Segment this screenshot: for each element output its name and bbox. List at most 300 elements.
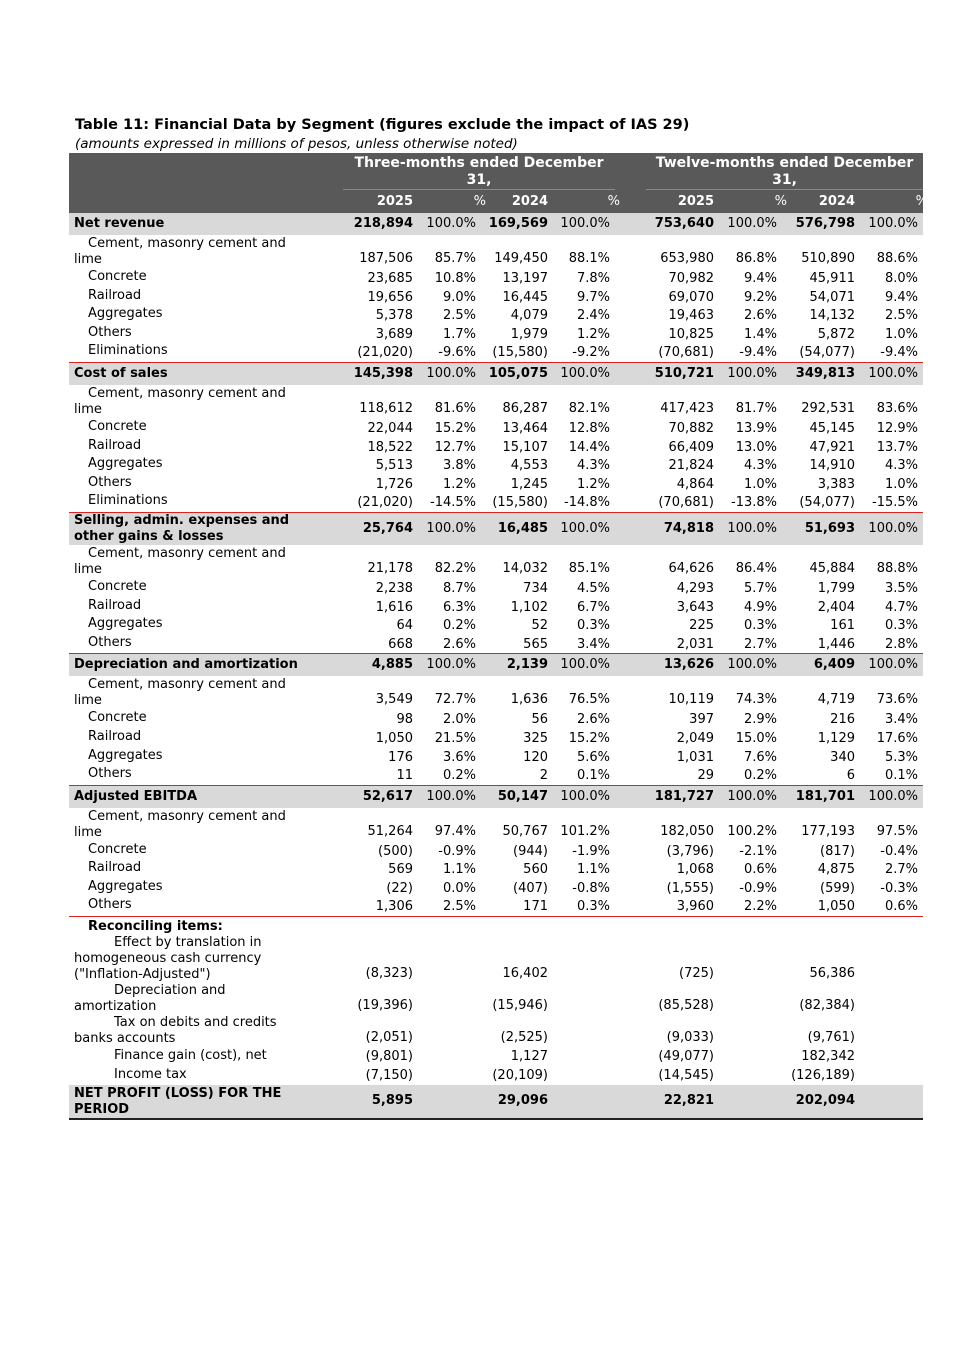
table-row [69, 897, 923, 917]
row-label: Cement, masonry cement and lime [74, 545, 286, 577]
percent-cell: 12.9% [876, 420, 918, 436]
value-cell: 181,727 [654, 788, 714, 804]
percent-cell: 0.6% [884, 899, 918, 915]
percent-cell: 100.0% [426, 216, 476, 231]
value-cell: 653,980 [660, 251, 714, 266]
value-cell: 340 [830, 749, 855, 765]
percent-cell: 0.6% [743, 862, 777, 878]
table-row [69, 842, 923, 861]
value-cell: 325 [523, 730, 548, 746]
value-cell: 565 [523, 636, 548, 652]
percent-cell: 0.1% [576, 768, 610, 784]
section-label: Adjusted EBITDA [74, 788, 198, 804]
value-cell: 19,463 [668, 308, 714, 324]
percent-cell: 81.7% [735, 400, 777, 416]
header-underline-twelve [646, 189, 923, 190]
value-cell: (1,555) [666, 880, 714, 896]
percent-cell: -14.8% [564, 495, 610, 511]
percent-cell: 1.0% [884, 476, 918, 492]
percent-cell: 1.0% [884, 326, 918, 342]
value-cell: (70,681) [658, 345, 714, 361]
percent-cell: 2.4% [576, 308, 610, 324]
percent-cell: 2.6% [743, 308, 777, 324]
value-cell: (9,033) [666, 1030, 714, 1046]
value-cell: 177,193 [801, 823, 855, 839]
table-row [69, 438, 923, 457]
value-cell: (500) [378, 843, 413, 859]
percent-cell: 6.7% [576, 599, 610, 615]
percent-cell: 3.8% [442, 458, 476, 474]
value-cell: 1,129 [817, 730, 855, 746]
percent-cell: -0.4% [880, 843, 918, 859]
value-cell: 70,882 [668, 420, 714, 436]
value-cell: 45,145 [809, 420, 855, 436]
percent-cell: 100.0% [868, 216, 918, 231]
value-cell: 11 [396, 768, 413, 784]
value-cell: 5,378 [375, 308, 413, 324]
percent-cell: 100.0% [868, 365, 918, 381]
section-label: Net revenue [74, 216, 165, 231]
percent-cell: 100.0% [426, 365, 476, 381]
row-label: Concrete [88, 841, 147, 857]
value-cell: 182,050 [660, 823, 714, 839]
value-cell: 19,656 [367, 289, 413, 305]
value-cell: 181,701 [795, 788, 855, 804]
table-row [69, 325, 923, 344]
value-cell: 349,813 [795, 365, 855, 381]
percent-cell: -0.3% [880, 880, 918, 896]
table-row [69, 729, 923, 748]
row-label: Others [88, 897, 132, 913]
value-cell: 45,911 [809, 271, 855, 286]
value-cell: (14,545) [658, 1068, 714, 1084]
percent-cell: 0.2% [442, 768, 476, 784]
table-subtitle: (amounts expressed in millions of pesos, unless otherwise noted) [75, 136, 518, 152]
value-cell: 1,050 [817, 899, 855, 915]
row-label: Finance gain (cost), net [114, 1048, 267, 1064]
percent-cell: 76.5% [568, 692, 610, 708]
reconciling-row [69, 1047, 923, 1066]
value-cell: 2,049 [676, 730, 714, 746]
percent-cell: 100.0% [426, 788, 476, 804]
value-cell: (21,020) [357, 495, 413, 511]
percent-cell: 81.6% [434, 400, 476, 416]
percent-cell: 100.0% [560, 216, 610, 231]
header-col-year: 2024 [511, 194, 548, 209]
value-cell: 5,895 [371, 1093, 413, 1109]
percent-cell: 2.9% [743, 712, 777, 728]
value-cell: 21,824 [668, 458, 714, 474]
value-cell: 25,764 [362, 520, 413, 536]
value-cell: 21,178 [367, 560, 413, 576]
table-row [69, 493, 923, 513]
value-cell: 70,982 [668, 271, 714, 286]
percent-cell: 100.0% [560, 520, 610, 536]
percent-cell: 12.7% [434, 439, 476, 455]
value-cell: 4,553 [510, 458, 548, 474]
value-cell: 15,107 [502, 439, 548, 455]
percent-cell: -9.6% [438, 345, 476, 361]
percent-cell: 2.8% [884, 636, 918, 652]
value-cell: 1,446 [817, 636, 855, 652]
percent-cell: 2.6% [576, 712, 610, 728]
value-cell: 45,884 [809, 560, 855, 576]
percent-cell: 7.6% [743, 749, 777, 765]
percent-cell: 100.0% [868, 788, 918, 804]
value-cell: 98 [396, 712, 413, 728]
reconciling-header-row [69, 917, 923, 935]
row-label: Railroad [88, 597, 142, 613]
value-cell: (817) [820, 843, 855, 859]
value-cell: 216 [830, 712, 855, 728]
table-row [69, 419, 923, 438]
value-cell: (15,580) [492, 495, 548, 511]
financial-table [69, 153, 928, 1120]
percent-cell: 2.5% [884, 308, 918, 324]
reconciling-label: Reconciling items: [88, 919, 223, 935]
row-label: Aggregates [88, 616, 163, 632]
percent-cell: -1.9% [572, 843, 610, 859]
table-row [69, 385, 923, 419]
percent-cell: 1.2% [576, 476, 610, 492]
value-cell: 6 [846, 768, 855, 784]
percent-cell: 101.2% [560, 823, 610, 839]
row-label: Tax on debits and credits banks accounts [74, 1015, 277, 1047]
value-cell: 3,383 [817, 476, 855, 492]
percent-cell: 100.0% [560, 365, 610, 381]
table-row [69, 879, 923, 898]
value-cell: 2,238 [375, 580, 413, 596]
row-label: Aggregates [88, 747, 163, 763]
row-label: Eliminations [88, 343, 168, 359]
row-label: Eliminations [88, 493, 168, 509]
section-label: Selling, admin. expenses and other gains & losses [74, 512, 290, 544]
value-cell: 13,626 [663, 657, 714, 673]
value-cell: 66,409 [668, 439, 714, 455]
value-cell: 50,147 [497, 788, 548, 804]
row-label: Depreciation and amortization [74, 983, 226, 1015]
percent-cell: 2.7% [884, 862, 918, 878]
value-cell: 54,071 [809, 289, 855, 305]
section-label: Depreciation and amortization [74, 657, 298, 673]
section-total-row [69, 654, 923, 676]
header-col-pct: % [915, 194, 928, 209]
percent-cell: 9.0% [442, 289, 476, 305]
value-cell: 2 [539, 768, 548, 784]
value-cell: 5,872 [817, 326, 855, 342]
percent-cell: 86.4% [735, 560, 777, 576]
value-cell: 417,423 [660, 400, 714, 416]
value-cell: 74,818 [663, 520, 714, 536]
value-cell: 161 [830, 618, 855, 634]
header-col-year: 2024 [818, 194, 855, 209]
header-group-twelve-months: Twelve-months ended December 31, [655, 155, 914, 188]
percent-cell: 8.0% [884, 271, 918, 286]
percent-cell: 100.0% [727, 657, 777, 673]
value-cell: 576,798 [795, 216, 855, 231]
value-cell: 52 [531, 618, 548, 634]
value-cell: 22,044 [367, 420, 413, 436]
percent-cell: 88.1% [568, 251, 610, 266]
table-row [69, 475, 923, 494]
percent-cell: 100.0% [560, 657, 610, 673]
percent-cell: 12.8% [568, 420, 610, 436]
value-cell: 29,096 [497, 1093, 548, 1109]
table-row [69, 598, 923, 617]
value-cell: 397 [689, 712, 714, 728]
row-label: Aggregates [88, 878, 163, 894]
header-row [69, 153, 928, 213]
percent-cell: 82.2% [434, 560, 476, 576]
value-cell: (407) [513, 880, 548, 896]
percent-cell: 72.7% [434, 692, 476, 708]
percent-cell: 9.7% [576, 289, 610, 305]
value-cell: 10,119 [668, 692, 714, 708]
value-cell: (599) [820, 880, 855, 896]
header-col-pct: % [774, 194, 787, 209]
header-col-year: 2025 [376, 194, 413, 209]
percent-cell: 4.3% [576, 458, 610, 474]
value-cell: 105,075 [488, 365, 548, 381]
table-row [69, 676, 923, 710]
percent-cell: 100.0% [426, 520, 476, 536]
header-col-pct: % [607, 194, 620, 209]
header-group-three-months: Three-months ended December 31, [354, 155, 604, 188]
value-cell: (54,077) [799, 345, 855, 361]
value-cell: 1,306 [375, 899, 413, 915]
percent-cell: 0.2% [743, 768, 777, 784]
percent-cell: 15.2% [568, 730, 610, 746]
percent-cell: 0.3% [576, 899, 610, 915]
table-row [69, 748, 923, 767]
percent-cell: -14.5% [430, 495, 476, 511]
percent-cell: 3.4% [576, 636, 610, 652]
percent-cell: 88.8% [876, 560, 918, 576]
percent-cell: 0.3% [743, 618, 777, 634]
percent-cell: 13.0% [735, 439, 777, 455]
value-cell: (126,189) [791, 1068, 855, 1084]
value-cell: 56 [531, 712, 548, 728]
net-profit-row [69, 1085, 923, 1120]
row-label: Income tax [114, 1067, 187, 1083]
percent-cell: 2.5% [442, 308, 476, 324]
row-label: Others [88, 474, 132, 490]
row-label: Others [88, 324, 132, 340]
value-cell: (49,077) [658, 1049, 714, 1065]
percent-cell: 2.5% [442, 899, 476, 915]
value-cell: 734 [523, 580, 548, 596]
value-cell: 64,626 [668, 560, 714, 576]
value-cell: 69,070 [668, 289, 714, 305]
percent-cell: 4.7% [884, 599, 918, 615]
value-cell: 171 [523, 899, 548, 915]
value-cell: (19,396) [357, 998, 413, 1014]
row-label: Effect by translation in homogeneous cash currency ("Inflation-Adjusted") [74, 935, 262, 983]
percent-cell: 82.1% [568, 400, 610, 416]
value-cell: (15,946) [492, 998, 548, 1014]
value-cell: (21,020) [357, 345, 413, 361]
percent-cell: 2.6% [442, 636, 476, 652]
value-cell: 86,287 [502, 400, 548, 416]
row-label: Cement, masonry cement and lime [74, 677, 286, 709]
value-cell: (70,681) [658, 495, 714, 511]
percent-cell: 74.3% [735, 692, 777, 708]
value-cell: (20,109) [492, 1068, 548, 1084]
table-row [69, 808, 923, 842]
percent-cell: 97.4% [434, 823, 476, 839]
percent-cell: 21.5% [434, 730, 476, 746]
value-cell: 13,197 [502, 271, 548, 286]
header-underline-three [343, 189, 615, 190]
percent-cell: 17.6% [876, 730, 918, 746]
value-cell: 3,689 [375, 326, 413, 342]
row-label: Cement, masonry cement and lime [74, 808, 286, 840]
percent-cell: 1.1% [576, 862, 610, 878]
percent-cell: 1.1% [442, 862, 476, 878]
percent-cell: 83.6% [876, 400, 918, 416]
row-label: Railroad [88, 860, 142, 876]
row-label: Cement, masonry cement and lime [74, 236, 286, 267]
table-row [69, 343, 923, 363]
value-cell: 176 [388, 749, 413, 765]
percent-cell: 97.5% [876, 823, 918, 839]
row-label: Others [88, 766, 132, 782]
value-cell: 225 [689, 618, 714, 634]
section-total-row [69, 213, 923, 235]
value-cell: 22,821 [663, 1093, 714, 1109]
table-row [69, 456, 923, 475]
percent-cell: 0.1% [884, 768, 918, 784]
percent-cell: 100.0% [868, 657, 918, 673]
value-cell: 145,398 [353, 365, 413, 381]
value-cell: 6,409 [813, 657, 855, 673]
value-cell: 1,616 [375, 599, 413, 615]
percent-cell: 2.7% [743, 636, 777, 652]
value-cell: 1,799 [817, 580, 855, 596]
percent-cell: 100.0% [426, 657, 476, 673]
value-cell: 64 [396, 618, 413, 634]
percent-cell: 100.2% [727, 823, 777, 839]
net-profit-label: NET PROFIT (LOSS) FOR THE PERIOD [74, 1086, 282, 1118]
table-row [69, 616, 923, 635]
value-cell: 4,719 [817, 692, 855, 708]
reconciling-row [69, 983, 923, 1015]
value-cell: (2,525) [500, 1030, 548, 1046]
value-cell: 14,910 [809, 458, 855, 474]
percent-cell: 9.4% [743, 271, 777, 286]
value-cell: (3,796) [666, 843, 714, 859]
percent-cell: 13.9% [735, 420, 777, 436]
value-cell: (8,323) [365, 966, 413, 982]
value-cell: 18,522 [367, 439, 413, 455]
row-label: Railroad [88, 728, 142, 744]
value-cell: 4,885 [371, 657, 413, 673]
value-cell: 4,875 [817, 862, 855, 878]
percent-cell: 1.4% [743, 326, 777, 342]
value-cell: 569 [388, 862, 413, 878]
percent-cell: 86.8% [735, 251, 777, 266]
value-cell: 4,293 [676, 580, 714, 596]
value-cell: (725) [679, 966, 714, 982]
value-cell: 16,445 [502, 289, 548, 305]
percent-cell: 100.0% [868, 520, 918, 536]
value-cell: 13,464 [502, 420, 548, 436]
value-cell: 1,068 [676, 862, 714, 878]
value-cell: 4,079 [510, 308, 548, 324]
percent-cell: -9.4% [739, 345, 777, 361]
value-cell: 218,894 [353, 216, 413, 231]
value-cell: 1,127 [510, 1049, 548, 1065]
reconciling-row [69, 1066, 923, 1085]
value-cell: (9,801) [365, 1049, 413, 1065]
row-label: Others [88, 634, 132, 650]
percent-cell: 9.4% [884, 289, 918, 305]
row-label: Concrete [88, 269, 147, 284]
percent-cell: 3.6% [442, 749, 476, 765]
value-cell: 510,890 [801, 251, 855, 266]
value-cell: 560 [523, 862, 548, 878]
value-cell: 149,450 [494, 251, 548, 266]
percent-cell: 88.6% [876, 251, 918, 266]
percent-cell: -0.9% [739, 880, 777, 896]
value-cell: (22) [386, 880, 413, 896]
value-cell: 1,031 [676, 749, 714, 765]
percent-cell: 5.6% [576, 749, 610, 765]
value-cell: 292,531 [801, 400, 855, 416]
percent-cell: 1.0% [743, 476, 777, 492]
percent-cell: 4.3% [743, 458, 777, 474]
percent-cell: 5.7% [743, 580, 777, 596]
value-cell: 187,506 [359, 251, 413, 266]
value-cell: 16,485 [497, 520, 548, 536]
section-total-row [69, 363, 923, 385]
row-label: Cement, masonry cement and lime [74, 385, 286, 417]
value-cell: 14,032 [502, 560, 548, 576]
percent-cell: 6.3% [442, 599, 476, 615]
header-col-year: 2025 [677, 194, 714, 209]
value-cell: 51,693 [804, 520, 855, 536]
value-cell: 510,721 [654, 365, 714, 381]
value-cell: 4,864 [676, 476, 714, 492]
table-row [69, 235, 923, 269]
percent-cell: 0.2% [442, 618, 476, 634]
table-row [69, 579, 923, 598]
row-label: Concrete [88, 578, 147, 594]
value-cell: 753,640 [654, 216, 714, 231]
percent-cell: -13.8% [731, 495, 777, 511]
value-cell: 5,513 [375, 458, 413, 474]
value-cell: (944) [513, 843, 548, 859]
percent-cell: -15.5% [872, 495, 918, 511]
percent-cell: -2.1% [739, 843, 777, 859]
percent-cell: 4.5% [576, 580, 610, 596]
value-cell: (85,528) [658, 998, 714, 1014]
value-cell: 2,139 [506, 657, 548, 673]
row-label: Concrete [88, 710, 147, 726]
percent-cell: 3.4% [884, 712, 918, 728]
value-cell: 1,636 [510, 692, 548, 708]
value-cell: (9,761) [807, 1030, 855, 1046]
table-row [69, 288, 923, 307]
value-cell: 16,402 [502, 966, 548, 982]
table-row [69, 306, 923, 325]
table-row [69, 269, 923, 288]
header-col-pct: % [473, 194, 486, 209]
value-cell: 23,685 [367, 271, 413, 286]
percent-cell: 100.0% [727, 216, 777, 231]
percent-cell: 15.0% [735, 730, 777, 746]
value-cell: 47,921 [809, 439, 855, 455]
